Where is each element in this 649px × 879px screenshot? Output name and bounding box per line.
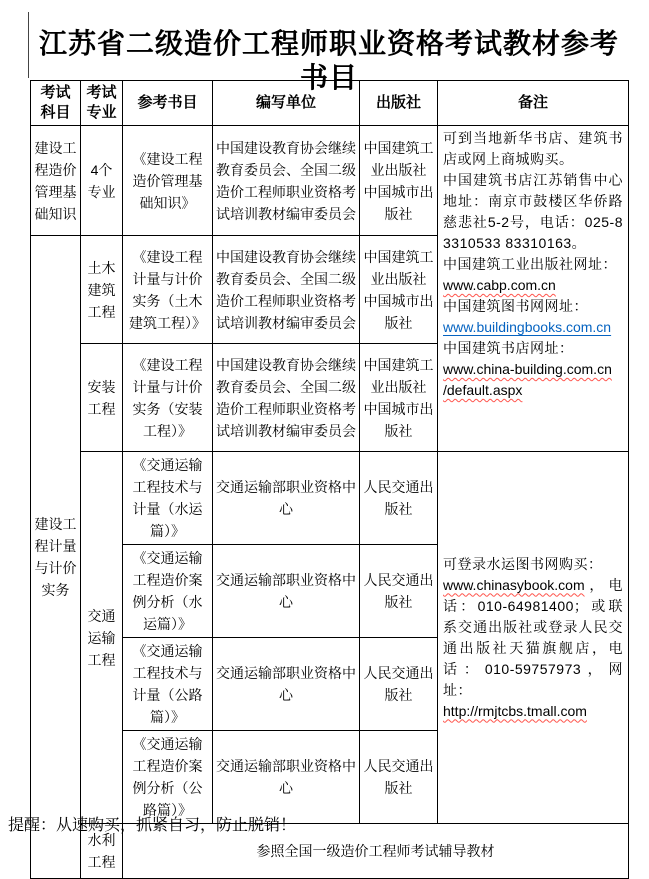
publisher-name: 人民交通出版社 [363, 479, 434, 517]
cell-book-0: 《建设工程造价管理基础知识》 [123, 126, 213, 236]
cell-publisher-0 [360, 126, 438, 236]
cell-major-all: 4个专业 [81, 126, 123, 236]
tmall-url: http://rmjtcbs.tmall.com [443, 702, 587, 719]
cell-publisher-3 [360, 452, 438, 545]
cell-author-4: 交通运输部职业资格中心 [213, 545, 360, 638]
remark-text: 可到当地新华书店、建筑书店或网上商城购买。 [443, 130, 623, 167]
cell-major-civil: 土木建筑工程 [81, 236, 123, 344]
remark-text: 中国建筑书店江苏销售中心地址：南京市鼓楼区华侨路慈悲社5-2号，电话：025-83310533 83310163。 [443, 172, 623, 251]
cell-remark-construction [438, 126, 629, 452]
reminder-note: 提醒：从速购买，抓紧自习，防止脱销！ [8, 817, 297, 834]
cell-author-5: 交通运输部职业资格中心 [213, 638, 360, 731]
buildingbooks-link[interactable]: www.buildingbooks.com.cn [443, 319, 612, 335]
header-exam-subject: 考试科目 [31, 81, 81, 126]
cell-book-6: 《交通运输工程造价案例分析（公路篇）》 [123, 731, 213, 824]
table-row [31, 452, 629, 545]
publisher-name: 人民交通出版社 [363, 665, 434, 703]
header-exam-major: 考试专业 [81, 81, 123, 126]
publisher-name: 中国城市出版社 [363, 292, 434, 331]
cell-subject-basic: 建设工程造价管理基础知识 [31, 126, 81, 236]
remark-text: 中国建筑图书网网址： www.buildingbooks.com.cn [443, 296, 623, 338]
remark-text [443, 701, 623, 722]
publisher-name: 中国建筑工业出版社 [363, 248, 434, 287]
publisher-name: 中国建筑工业出版社 [363, 356, 434, 395]
china-building-url: www.china-building.com.cn [443, 361, 612, 377]
publisher-name: 中国城市出版社 [363, 400, 434, 439]
publisher-name: 中国城市出版社 [363, 183, 434, 222]
china-building-path: /default.aspx [443, 382, 523, 398]
cell-publisher-6 [360, 731, 438, 824]
page-title: 江苏省二级造价工程师职业资格考试教材参考书目 [38, 27, 619, 93]
cell-publisher-5 [360, 638, 438, 731]
publisher-name: 中国建筑工业出版社 [363, 139, 434, 178]
caret-line [28, 12, 29, 78]
cell-publisher-2 [360, 344, 438, 452]
cabp-url: www.cabp.com.cn [443, 277, 556, 293]
cell-subject-practice: 建设工程计量与计价实务 [31, 236, 81, 879]
cell-publisher-4 [360, 545, 438, 638]
publisher-name: 人民交通出版社 [363, 572, 434, 610]
publisher-name: 人民交通出版社 [363, 758, 434, 796]
cell-author-3: 交通运输部职业资格中心 [213, 452, 360, 545]
header-remark: 备注 [438, 81, 629, 126]
header-author-unit: 编写单位 [213, 81, 360, 126]
cell-publisher-1 [360, 236, 438, 344]
cell-major-installation: 安装工程 [81, 344, 123, 452]
header-reference-book: 参考书目 [123, 81, 213, 126]
cell-author-6: 交通运输部职业资格中心 [213, 731, 360, 824]
reference-books-table [30, 80, 629, 879]
remark-text: 中国建筑书店网址： www.china-building.com.cn /default.aspx [443, 338, 623, 401]
cell-major-water: 水利工程 [81, 824, 123, 879]
remark-text: 可登录水运图书网购买： [443, 555, 603, 572]
cell-remark-transport [438, 452, 629, 824]
cell-author-1: 中国建设教育协会继续教育委员会、全国二级造价工程师职业资格考试培训教材编审委员会 [213, 236, 360, 344]
cell-book-2: 《建设工程计量与计价实务（安装工程）》 [123, 344, 213, 452]
chinasybook-url: www.chinasybook.com [443, 576, 585, 593]
cell-book-3: 《交通运输工程技术与计量（水运篇）》 [123, 452, 213, 545]
cell-book-1: 《建设工程计量与计价实务（土木建筑工程）》 [123, 236, 213, 344]
header-publisher: 出版社 [360, 81, 438, 126]
header-row [31, 81, 629, 126]
cell-water-note: 参照全国一级造价工程师考试辅导教材 [123, 824, 629, 879]
cell-author-0: 中国建设教育协会继续教育委员会、全国二级造价工程师职业资格考试培训教材编审委员会 [213, 126, 360, 236]
cell-author-2: 中国建设教育协会继续教育委员会、全国二级造价工程师职业资格考试培训教材编审委员会 [213, 344, 360, 452]
cell-book-4: 《交通运输工程造价案例分析（水运篇）》 [123, 545, 213, 638]
remark-text: www.chinasybook.com，电话：010-64981400；或联系交通出版社或登录人民交通出版社天猫旗舰店，电话：010-59757973，网址： [443, 576, 623, 698]
table-row [31, 126, 629, 236]
cell-major-transport: 交通运输工程 [81, 452, 123, 824]
cell-book-5: 《交通运输工程技术与计量（公路篇）》 [123, 638, 213, 731]
remark-text: 中国建筑工业出版社网址： www.cabp.com.cn [443, 254, 623, 296]
